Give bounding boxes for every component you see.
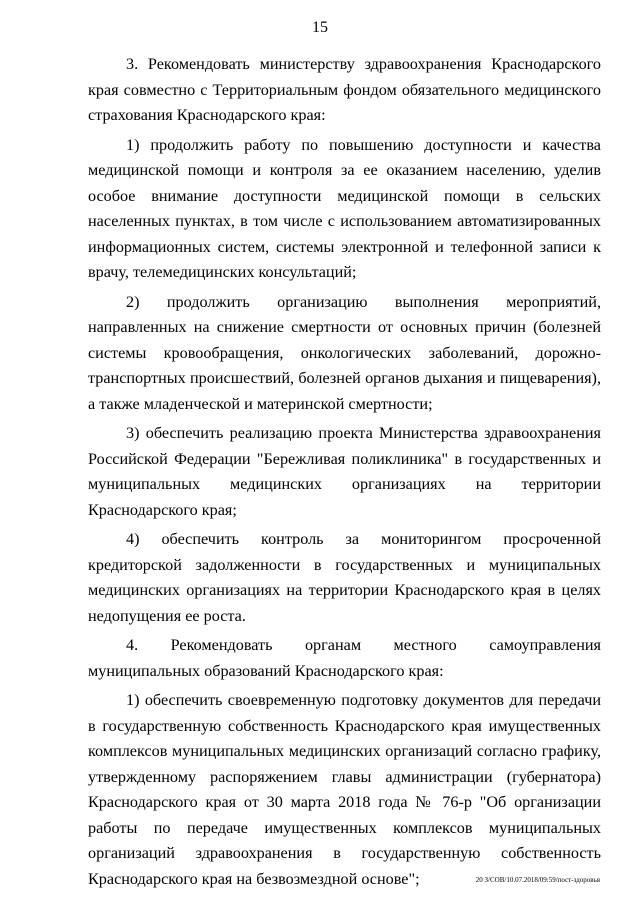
document-body xyxy=(88,52,601,896)
paragraph-3-item-2: 2) продолжить организацию выполнения мероприятий, направленных на снижение смертности от основных причин (болезней системы кровообращения, онкологических заболеваний, дорожно-транспортных происшествий, болезней органов дыхания и пищеварения), а также младенческой и материнской смертности; xyxy=(88,292,601,413)
paragraph-recommendation-3: 3. Рекомендовать министерству здравоохранения Краснодарского края совместно с Территориальным фондом обязательного медицинского страхования Краснодарского края: xyxy=(88,55,601,124)
paragraph-4-item-1: 1) обеспечить своевременную подготовку документов для передачи в государственную собственность Краснодарского края имущественных комплексов муниципальных медицинских организаций согласно графику, утвержденному распоряжением главы администрации (губернатора) Краснодарского края от 30 марта 2018 года № 76-р "Об организации работы по передаче имущественных комплексов муниципальных организаций здравоохранения в государственную собственность Краснодарского края на безвозмездной основе"; xyxy=(88,691,601,888)
page-number: 15 xyxy=(312,19,328,36)
footer-document-code: 20 З/СОВ/10.07.2018/09:59/пост-здоровья xyxy=(475,876,600,884)
paragraph-3-item-4: 4) обеспечить контроль за мониторингом просроченной кредиторской задолженности в государственных и муниципальных медицинских организациях на территории Краснодарского края в целях недопущения ее роста. xyxy=(88,530,601,625)
paragraph-recommendation-4: 4. Рекомендовать органам местного самоуправления муниципальных образований Краснодарского края: xyxy=(88,636,601,680)
paragraph-3-item-3: 3) обеспечить реализацию проекта Министерства здравоохранения Российской Федерации "Бережливая поликлиника" в государственных и муниципальных медицинских организациях на территории Краснодарского края; xyxy=(88,424,601,519)
paragraph-3-item-1: 1) продолжить работу по повышению доступности и качества медицинской помощи и контроля за ее оказанием населению, уделив особое внимание доступности медицинской помощи в сельских населенных пунктах, в том числе с использованием автоматизированных информационных систем, системы электронной и телефонной записи к врачу, телемедицинских консультаций; xyxy=(88,135,601,281)
